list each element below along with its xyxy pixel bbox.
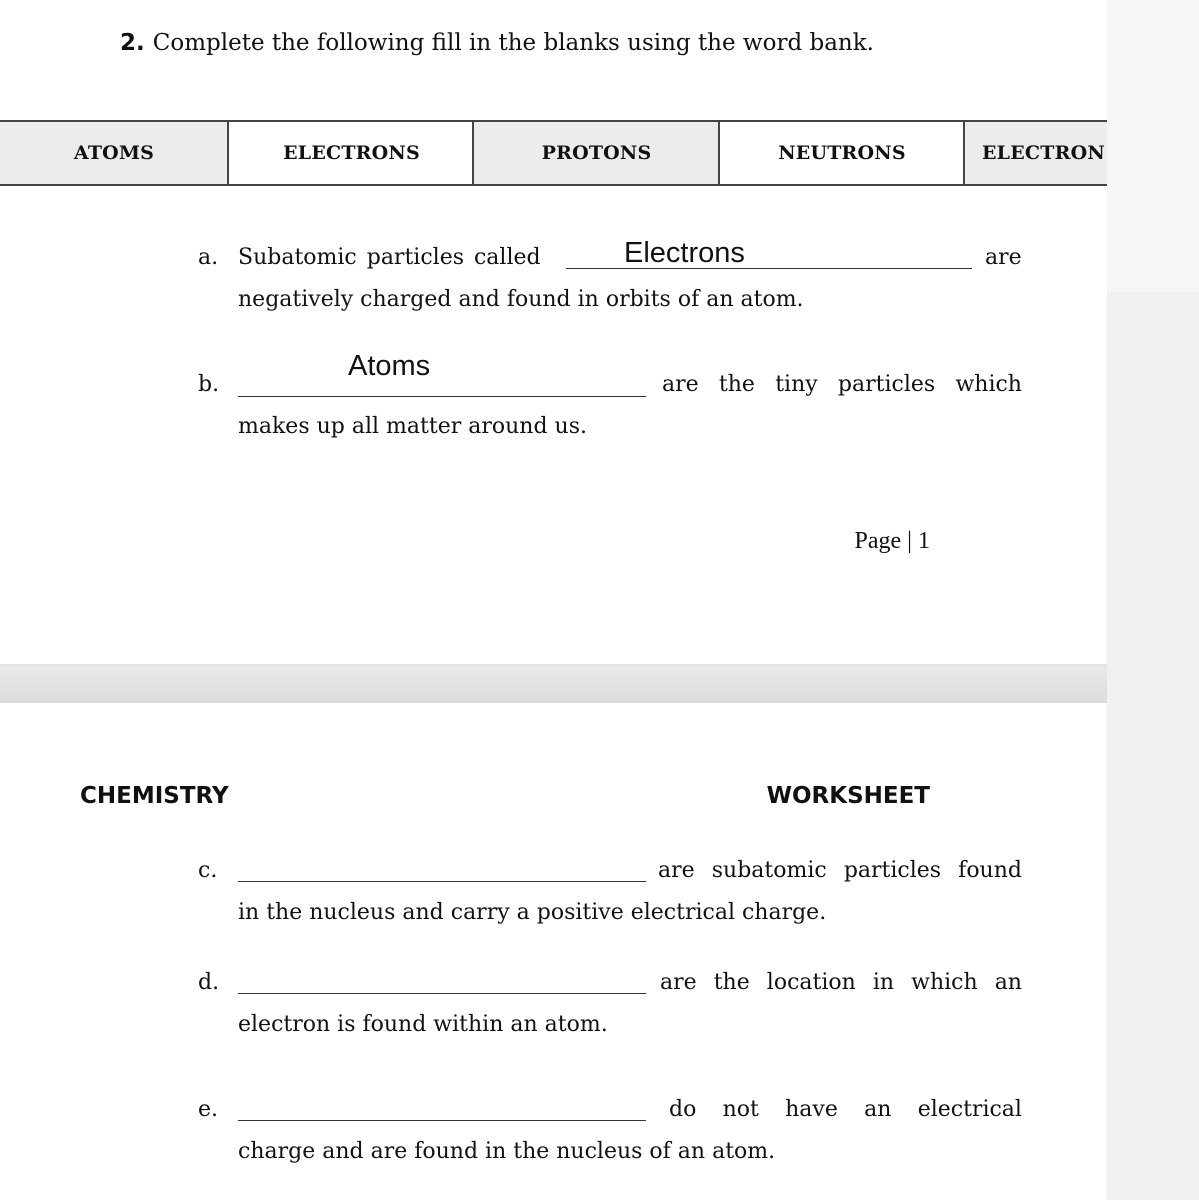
item-b-blank[interactable] (238, 396, 646, 397)
word-bank-cell: ATOMS (0, 122, 228, 184)
word: the (718, 372, 755, 397)
item-a-answer[interactable]: Electrons (624, 237, 745, 269)
item-c-continuation: in the nucleus and carry a positive electrical charge. (238, 900, 827, 925)
right-gutter-top (1107, 0, 1199, 292)
item-a-after: are (985, 245, 1022, 270)
word: particles (843, 858, 942, 883)
word: an (994, 970, 1022, 995)
word: not (722, 1097, 759, 1122)
item-a-text: Subatomic particles called (238, 245, 541, 270)
item-b-letter: b. (198, 372, 220, 397)
page-break (0, 664, 1107, 703)
word: electrical (917, 1097, 1022, 1122)
page-footer: Page | 1 (854, 528, 930, 554)
word-bank (0, 120, 1107, 186)
word-bank-cell: ELECTRON (963, 122, 1107, 184)
item-a-letter: a. (198, 245, 219, 270)
word: tiny (775, 372, 818, 397)
item-e-blank[interactable] (238, 1120, 646, 1121)
item-b-answer[interactable]: Atoms (348, 350, 431, 382)
word: subatomic (711, 858, 827, 883)
word: an (864, 1097, 892, 1122)
item-d-continuation: electron is found within an atom. (238, 1012, 608, 1037)
word: do (669, 1097, 697, 1122)
word: which (955, 372, 1022, 397)
item-a-continuation: negatively charged and found in orbits of an atom. (238, 287, 804, 312)
question-number: 2. (120, 30, 145, 56)
word-bank-cell: PROTONS (472, 122, 719, 184)
item-d-letter: d. (198, 970, 220, 995)
item-e-letter: e. (198, 1097, 219, 1122)
item-b-continuation: makes up all matter around us. (238, 414, 587, 439)
item-b-after (662, 372, 1022, 397)
word: particles (837, 372, 936, 397)
item-c-letter: c. (198, 858, 218, 883)
word: location (766, 970, 856, 995)
question-title (120, 30, 874, 56)
header-left: CHEMISTRY (80, 783, 229, 809)
word: have (785, 1097, 838, 1122)
word: which (911, 970, 978, 995)
word: are (660, 970, 697, 995)
item-d-blank[interactable] (238, 993, 646, 994)
item-e-continuation: charge and are found in the nucleus of an atom. (238, 1139, 776, 1164)
question-text: Complete the following fill in the blanks using the word bank. (152, 30, 874, 56)
word-bank-cell: NEUTRONS (718, 122, 964, 184)
word: found (958, 858, 1022, 883)
word: the (713, 970, 750, 995)
word-bank-cell: ELECTRONS (227, 122, 474, 184)
item-c-after (658, 858, 1022, 883)
right-gutter (1107, 0, 1199, 1200)
word: are (662, 372, 699, 397)
item-c-blank[interactable] (238, 881, 646, 882)
word: are (658, 858, 695, 883)
word: in (872, 970, 895, 995)
item-e-after (669, 1097, 1022, 1122)
header-right: WORKSHEET (766, 783, 930, 809)
item-d-after (660, 970, 1022, 995)
